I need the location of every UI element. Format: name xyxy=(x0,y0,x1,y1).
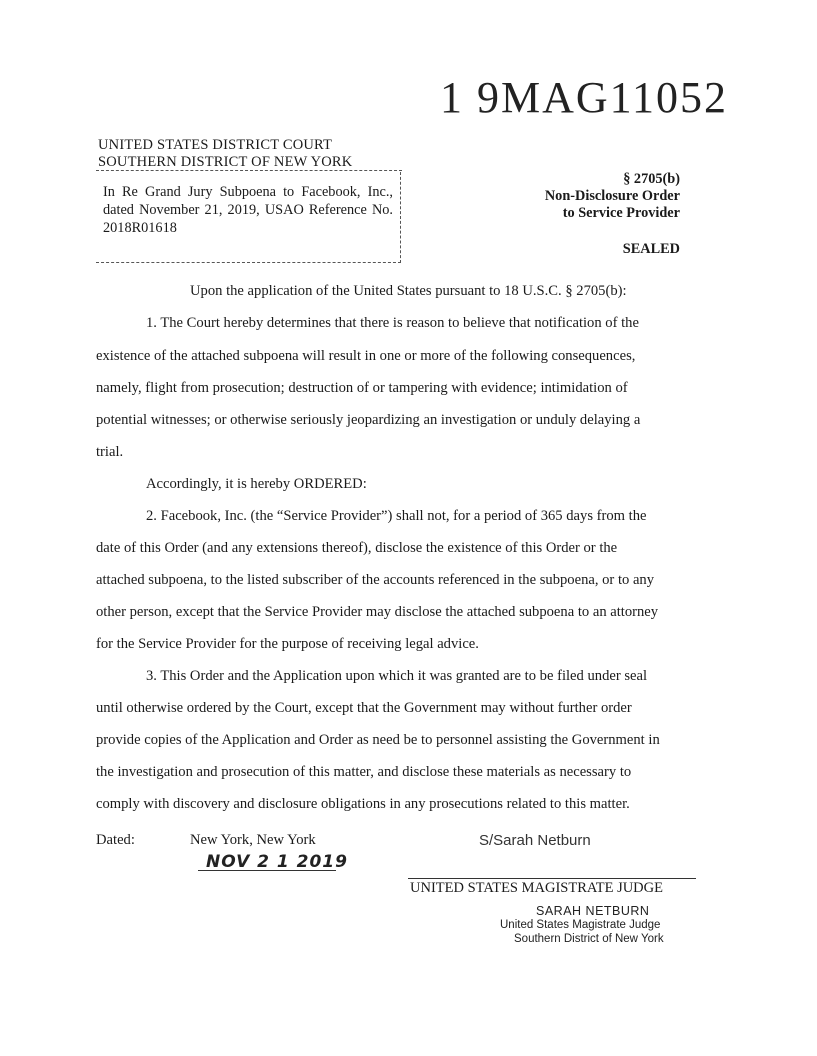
stamp-judge-name: SARAH NETBURN xyxy=(536,904,650,918)
order-title-line1: Non-Disclosure Order xyxy=(544,188,680,204)
paragraph-line: 1. The Court hereby determines that there is reason to believe that notification of the xyxy=(146,315,639,331)
dated-place: New York, New York xyxy=(190,832,316,848)
court-name-line1: UNITED STATES DISTRICT COURT xyxy=(98,137,333,153)
paragraph-line: existence of the attached subpoena will result in one or more of the following consequences, xyxy=(96,348,636,364)
paragraph-line: for the Service Provider for the purpose of receiving legal advice. xyxy=(96,636,479,652)
caption-top-divider xyxy=(96,170,402,171)
court-name-line2: SOUTHERN DISTRICT OF NEW YORK xyxy=(98,154,353,170)
ordered-line: Accordingly, it is hereby ORDERED: xyxy=(146,476,367,492)
paragraph-line: other person, except that the Service Provider may disclose the attached subpoena to an attorney xyxy=(96,604,659,620)
date-stamp: NOV 2 1 2019 xyxy=(206,852,348,872)
paragraph-line: trial. xyxy=(96,444,124,460)
paragraph-line: potential witnesses; or otherwise seriously jeopardizing an investigation or unduly delaying a xyxy=(96,412,641,428)
judge-title: UNITED STATES MAGISTRATE JUDGE xyxy=(410,880,663,896)
paragraph-line: date of this Order (and any extensions thereof), disclose the existence of this Order or the xyxy=(96,540,618,556)
sealed-label: SEALED xyxy=(622,241,680,257)
intro-paragraph: Upon the application of the United States pursuant to 18 U.S.C. § 2705(b): xyxy=(190,283,627,299)
signature-line xyxy=(408,878,696,879)
paragraph-line: namely, flight from prosecution; destruction of or tampering with evidence; intimidation of xyxy=(96,380,628,396)
paragraph-line: 3. This Order and the Application upon which it was granted are to be filed under seal xyxy=(146,668,648,684)
docket-number: 1 9MAG11052 xyxy=(440,73,729,122)
statute-reference: § 2705(b) xyxy=(623,171,680,187)
date-underline xyxy=(198,870,336,871)
dated-label: Dated: xyxy=(96,832,135,848)
paragraph-line: attached subpoena, to the listed subscriber of the accounts referenced in the subpoena, or to any xyxy=(96,572,655,588)
paragraph-line: 2. Facebook, Inc. (the “Service Provider”) shall not, for a period of 365 days from the xyxy=(146,508,647,524)
paragraph-line: the investigation and prosecution of this matter, and disclose these materials as necessary to xyxy=(96,764,632,780)
paragraph-line: comply with discovery and disclosure obligations in any prosecutions related to this matter. xyxy=(96,796,630,812)
stamp-district: Southern District of New York xyxy=(514,933,664,945)
stamp-judge-title: United States Magistrate Judge xyxy=(500,919,661,931)
paragraph-line: until otherwise ordered by the Court, except that the Government may without further order xyxy=(96,700,632,716)
judge-signature: S/Sarah Netburn xyxy=(479,832,591,849)
order-title-line2: to Service Provider xyxy=(562,205,680,221)
paragraph-line: provide copies of the Application and Order as need be to personnel assisting the Government in xyxy=(96,732,660,748)
case-caption: In Re Grand Jury Subpoena to Facebook, Inc., dated November 21, 2019, USAO Reference No. 2018R01618 xyxy=(103,184,393,236)
